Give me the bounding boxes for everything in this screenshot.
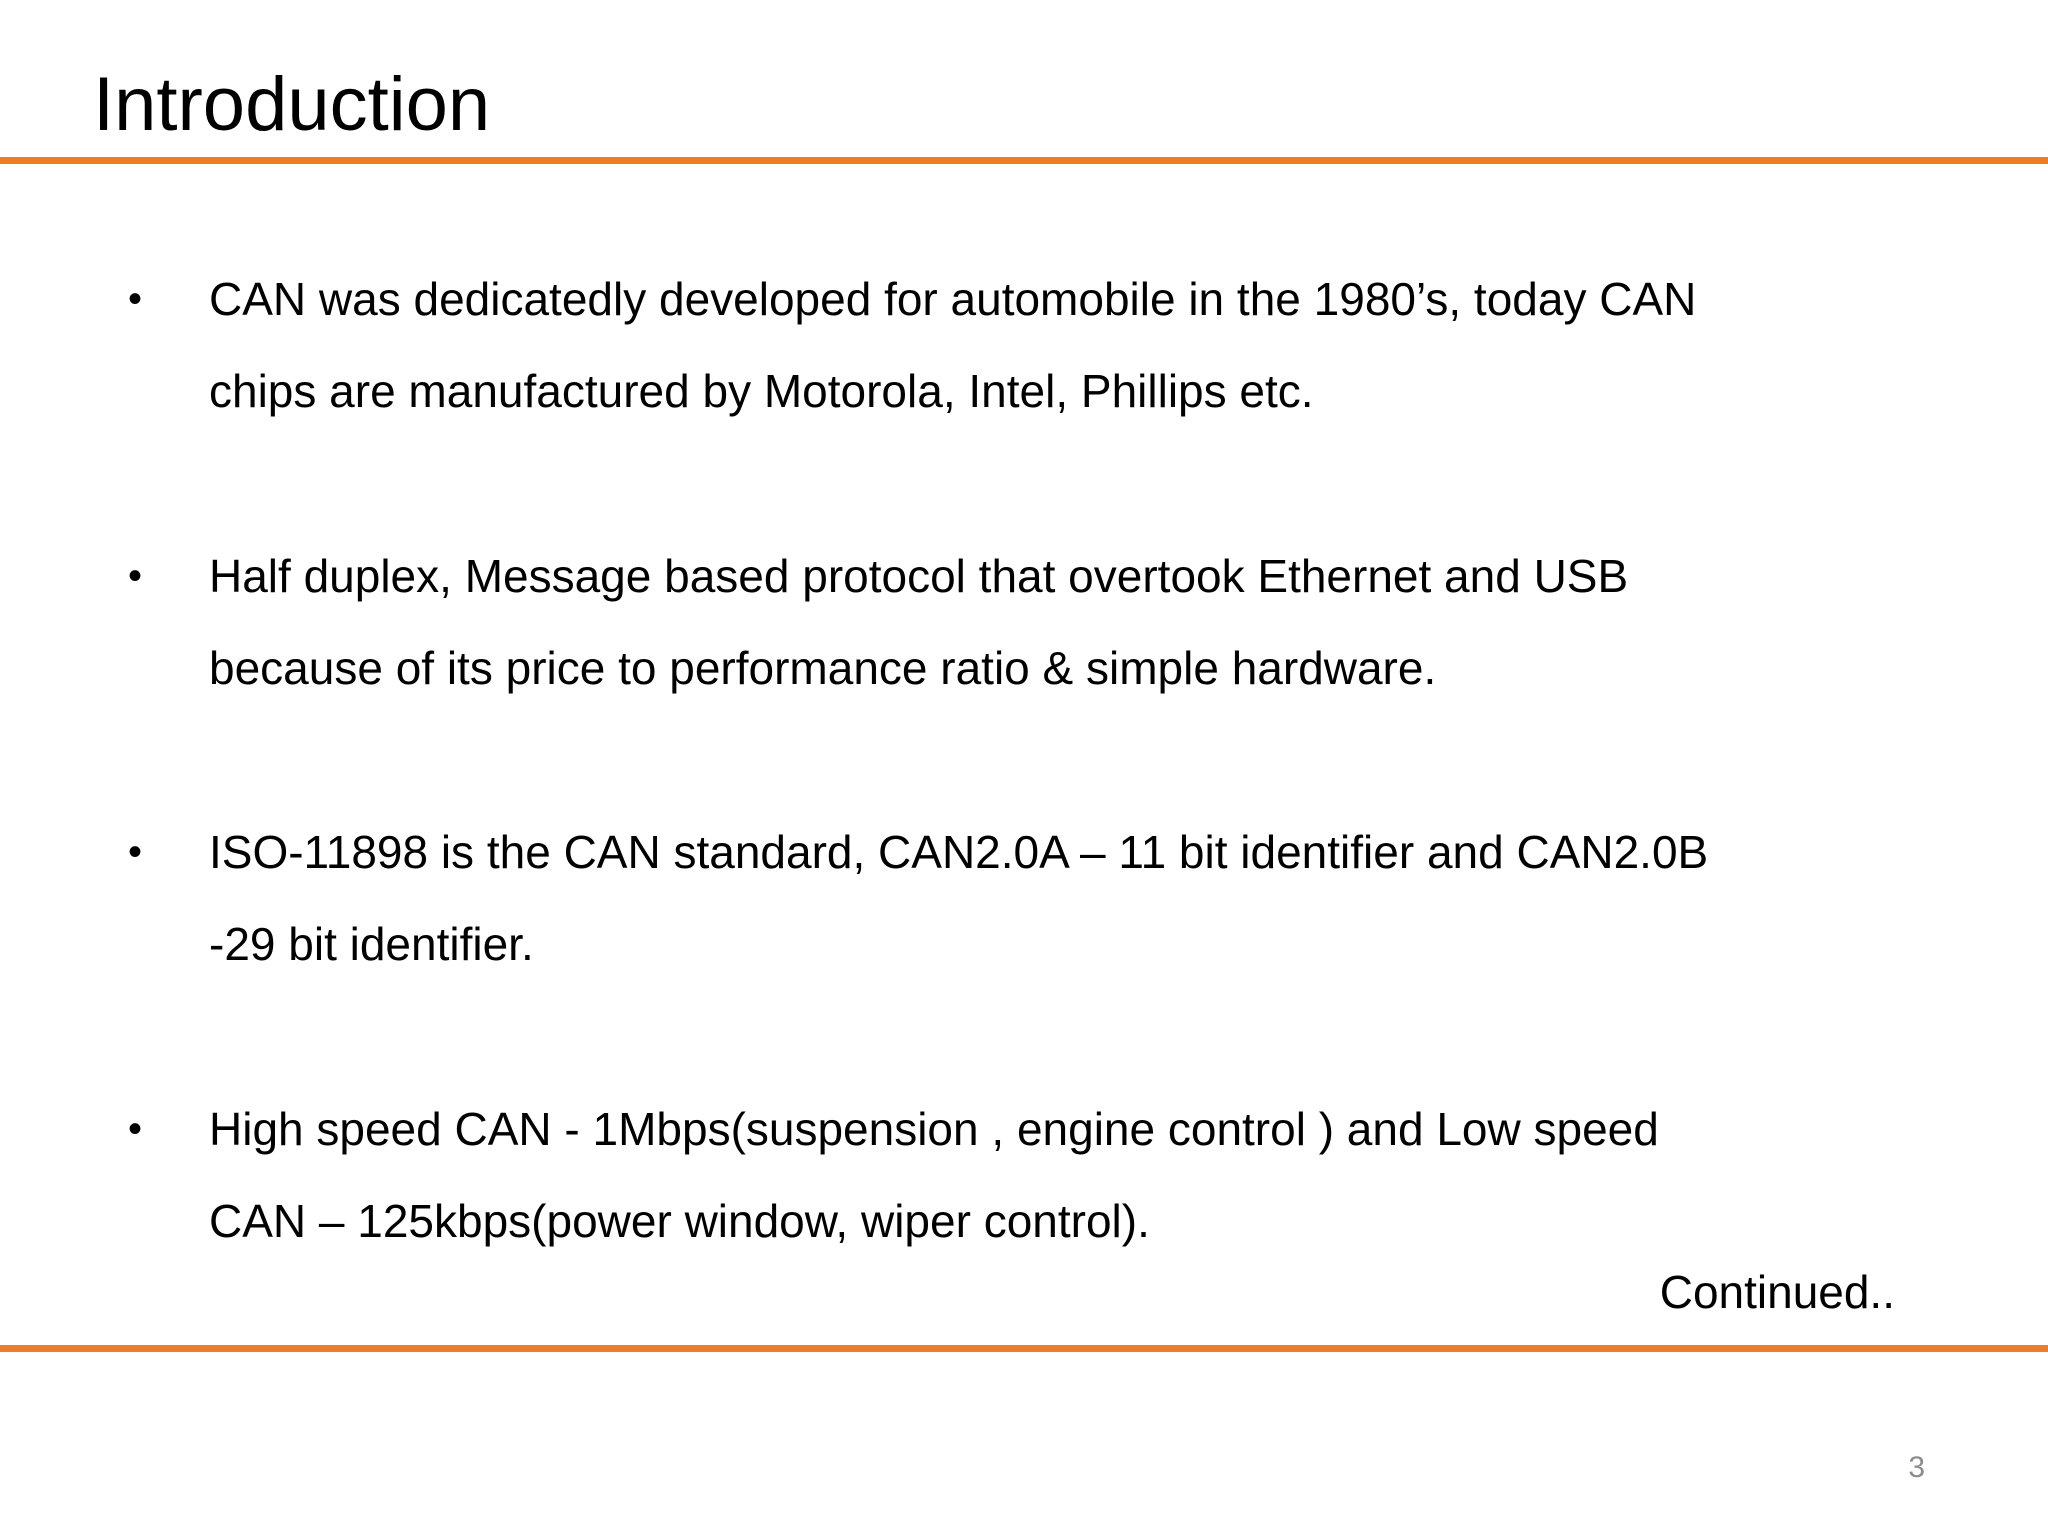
bullet-line: ISO-11898 is the CAN standard, CAN2.0A – 11 bit identifier and CAN2.0B [209, 826, 1709, 878]
bullet-line: CAN was dedicatedly developed for automobile in the 1980’s, today CAN [209, 273, 1697, 325]
footer-divider [0, 1345, 2048, 1352]
bullet-text [209, 530, 1909, 714]
bullet-icon: • [128, 554, 143, 598]
bullet-line: -29 bit identifier. [209, 918, 534, 970]
slide-title: Introduction [93, 62, 491, 147]
bullet-line: because of its price to performance ratio & simple hardware. [209, 642, 1437, 694]
bullet-line: Half duplex, Message based protocol that overtook Ethernet and USB [209, 550, 1629, 602]
bullet-line: High speed CAN - 1Mbps(suspension , engine control ) and Low speed [209, 1103, 1659, 1155]
bullet-line: CAN – 125kbps(power window, wiper control). [209, 1195, 1150, 1247]
bullet-text [209, 806, 1909, 990]
bullet-icon: • [128, 1107, 143, 1151]
bullet-text [209, 1083, 1909, 1267]
bullet-line: chips are manufactured by Motorola, Intel, Phillips etc. [209, 365, 1314, 417]
continued-label: Continued.. [1659, 1266, 1895, 1318]
bullet-text [209, 253, 1909, 437]
bullet-icon: • [128, 277, 143, 321]
page-number: 3 [1908, 1451, 1925, 1484]
bullet-icon: • [128, 830, 143, 874]
